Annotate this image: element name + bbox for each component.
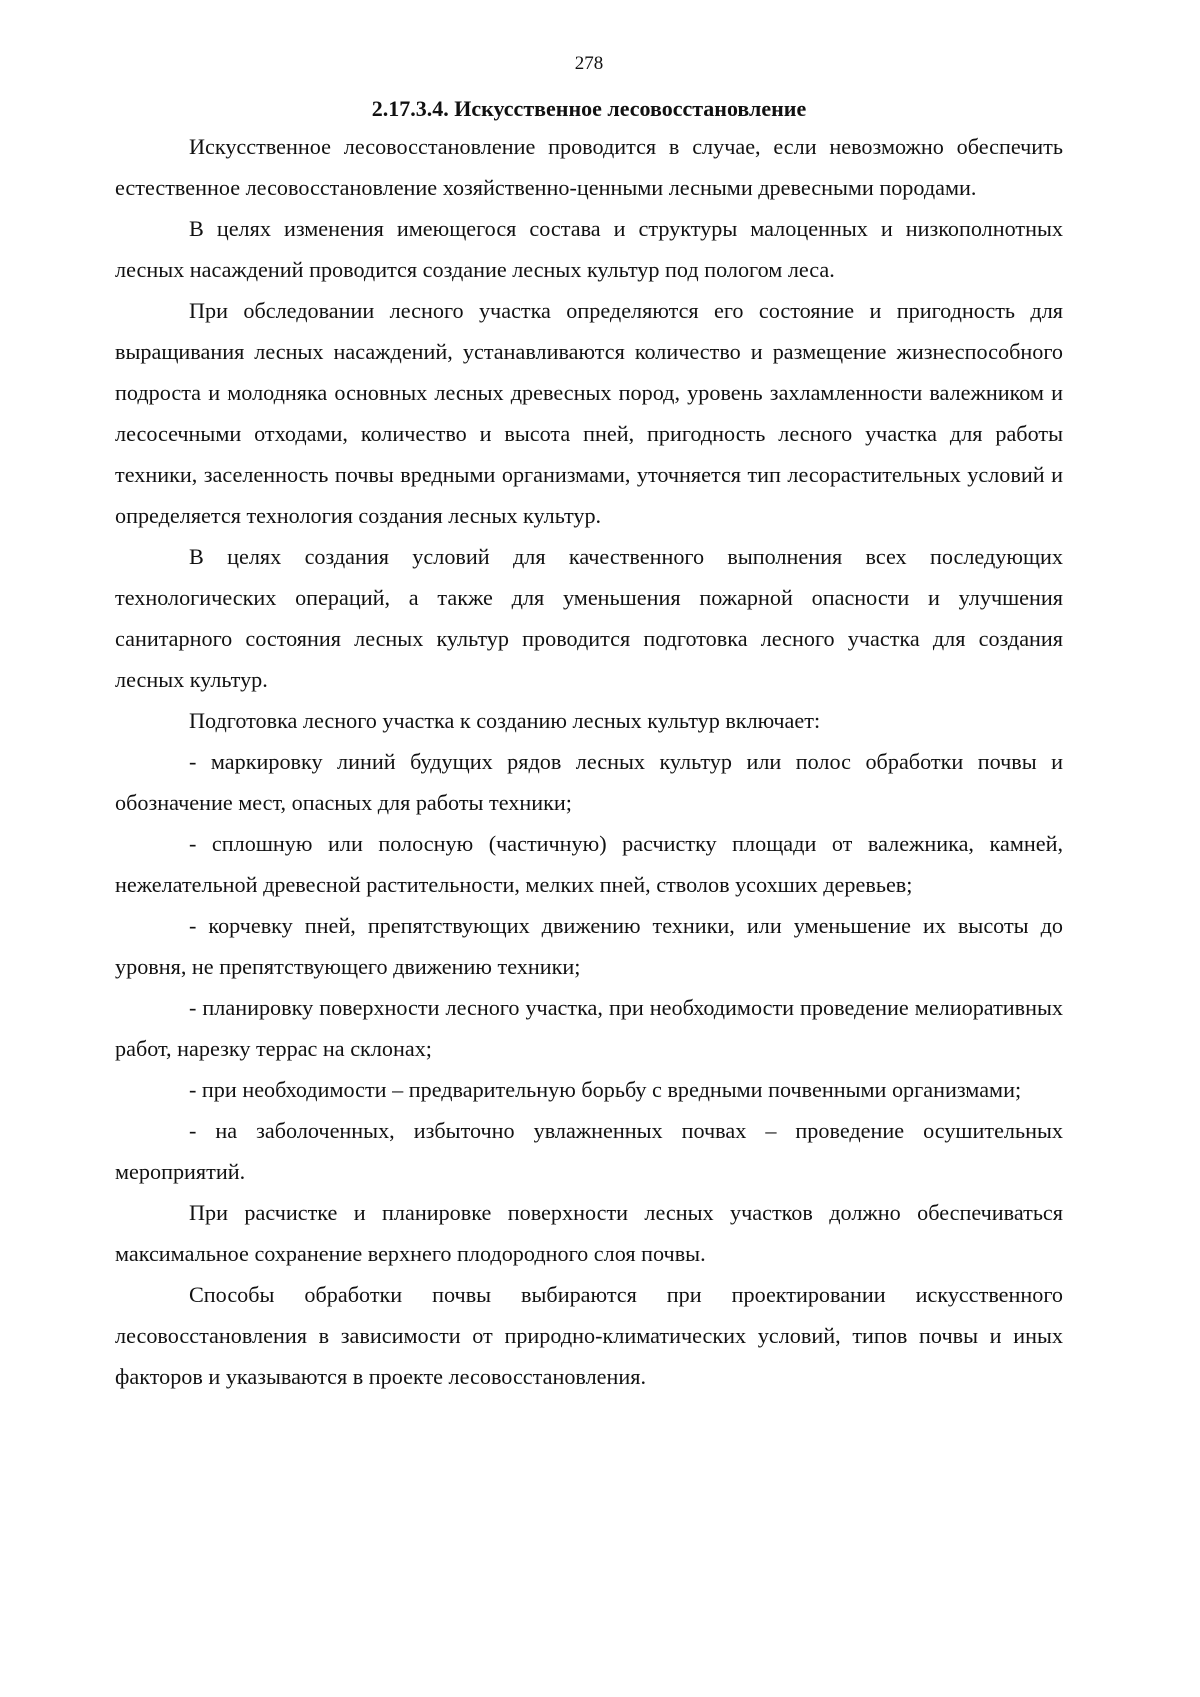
paragraph: Подготовка лесного участка к созданию лесных культур включает:: [189, 708, 821, 733]
paragraph: В целях создания условий для качественного выполнения всех последующих технологических операций, а также для уменьшения пожарной опасности и улучшения санитарного состояния лесных культур проводится подготовка лесного участка для создания лесных культур.: [115, 544, 1063, 692]
list-item: - маркировку линий будущих рядов лесных культур или полос обработки почвы и обозначение мест, опасных для работы техники;: [115, 749, 1063, 815]
paragraph: В целях изменения имеющегося состава и структуры малоценных и низкополнотных лесных насаждений проводится создание лесных культур под пологом леса.: [115, 216, 1063, 282]
document-body: [115, 126, 1063, 1397]
document-page: [115, 50, 1063, 1397]
section-title: 2.17.3.4. Искусственное лесовосстановление: [371, 96, 807, 121]
list-item: - при необходимости – предварительную борьбу с вредными почвенными организмами;: [189, 1077, 1022, 1102]
list-item: - планировку поверхности лесного участка, при необходимости проведение мелиоративных работ, нарезку террас на склонах;: [115, 995, 1063, 1061]
paragraph: Способы обработки почвы выбираются при проектировании искусственного лесовосстановления в зависимости от природно-климатических условий, типов почвы и иных факторов и указываются в проекте лесовосстановления.: [115, 1282, 1063, 1389]
list-item: - на заболоченных, избыточно увлажненных почвах – проведение осушительных мероприятий.: [115, 1118, 1063, 1184]
paragraph: При обследовании лесного участка определяются его состояние и пригодность для выращивания лесных насаждений, устанавливаются количество и размещение жизнеспособного подроста и молодняка основных лесных древесных пород, уровень захламленности валежником и лесосечными отходами, количество и высота пней, пригодность лесного участка для работы техники, заселенность почвы вредными организмами, уточняется тип лесорастительных условий и определяется технология создания лесных культур.: [115, 298, 1063, 528]
paragraph: Искусственное лесовосстановление проводится в случае, если невозможно обеспечить естественное лесовосстановление хозяйственно-ценными лесными древесными породами.: [115, 134, 1063, 200]
paragraph: При расчистке и планировке поверхности лесных участков должно обеспечиваться максимальное сохранение верхнего плодородного слоя почвы.: [115, 1200, 1063, 1266]
list-item: - сплошную или полосную (частичную) расчистку площади от валежника, камней, нежелательной древесной растительности, мелких пней, стволов усохших деревьев;: [115, 831, 1063, 897]
list-item: - корчевку пней, препятствующих движению техники, или уменьшение их высоты до уровня, не препятствующего движению техники;: [115, 913, 1063, 979]
page-number: 278: [574, 53, 604, 74]
